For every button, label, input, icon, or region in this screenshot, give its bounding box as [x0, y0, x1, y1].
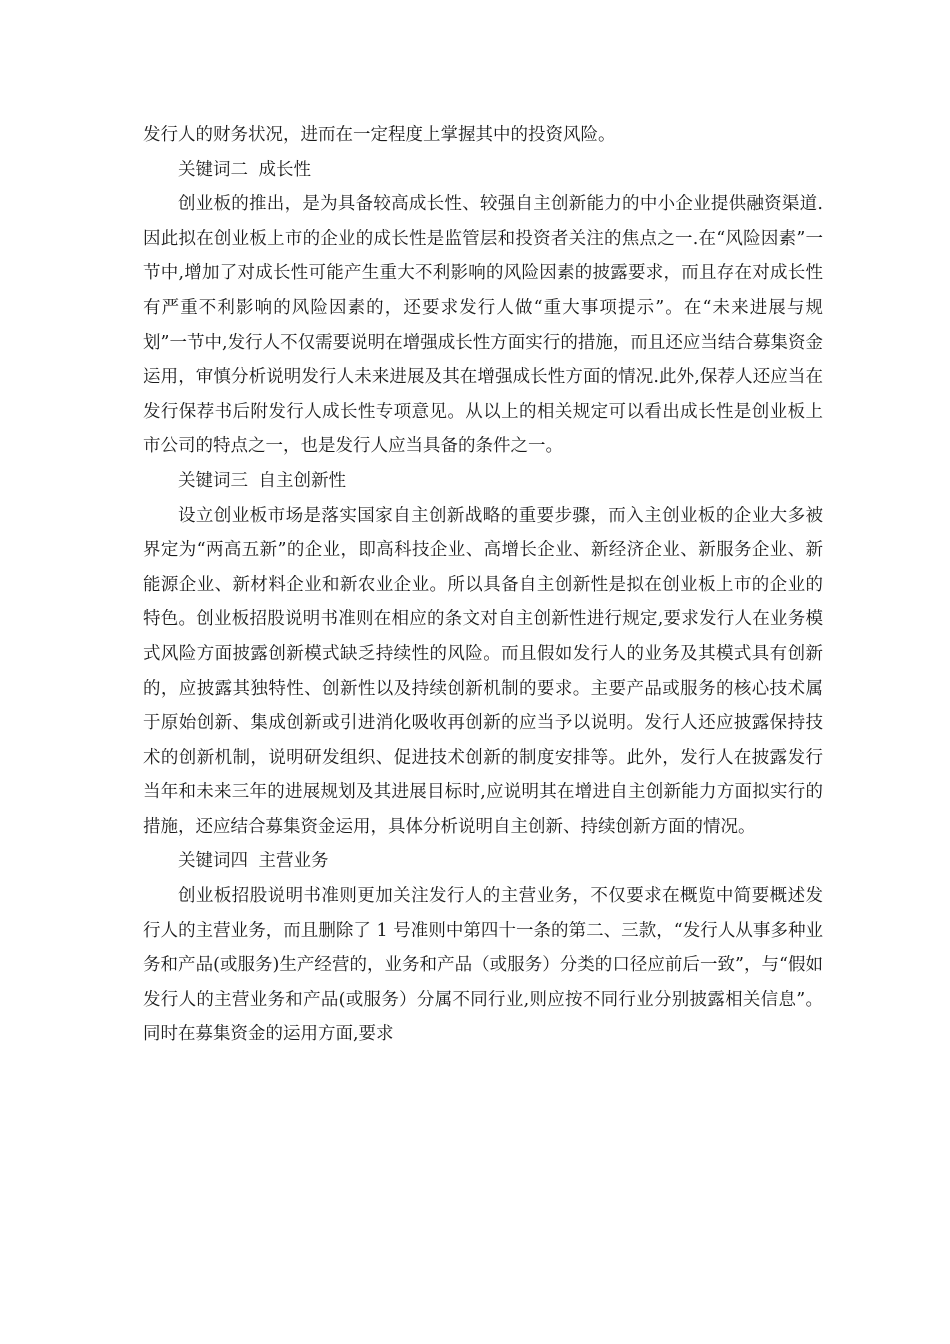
- document-body: [143, 118, 823, 1052]
- keyword-heading-3: [143, 464, 823, 499]
- keyword-label: 关键词四: [178, 851, 248, 872]
- paragraph-innovation: 设立创业板市场是落实国家自主创新战略的重要步骤，而入主创业板的企业大多被界定为“两高五新”的企业，即高科技企业、高增长企业、新经济企业、新服务企业、新能源企业、新材料企业和新农业企业。所以具备自主创新性是拟在创业板上市的企业的特色。创业板招股说明书准则在相应的条文对自主创新性进行规定,要求发行人在业务模式风险方面披露创新模式缺乏持续性的风险。而且假如发行人的业务及其模式具有创新的，应披露其独特性、创新性以及持续创新机制的要求。主要产品或服务的核心技术属于原始创新、集成创新或引进消化吸收再创新的应当予以说明。发行人还应披露保持技术的创新机制，说明研发组织、促进技术创新的制度安排等。此外，发行人在披露发行当年和未来三年的进展规划及其进展目标时,应说明其在增进自主创新能力方面拟实行的措施，还应结合募集资金运用，具体分析说明自主创新、持续创新方面的情况。: [143, 505, 823, 837]
- paragraph-intro: 发行人的财务状况，进而在一定程度上掌握其中的投资风险。: [143, 125, 616, 145]
- keyword-heading-4: [143, 844, 823, 879]
- keyword-label: 关键词二: [178, 159, 248, 180]
- paragraph-main-business: 创业板招股说明书准则更加关注发行人的主营业务，不仅要求在概览中简要概述发行人的主营业务，而且删除了 1 号准则中第四十一条的第二、三款，“发行人从事多种业务和产品(或服务)生产经营的，业务和产品（或服务）分类的口径应前后一致”，与“假如发行人的主营业务和产品(或服务）分属不同行业,则应按不同行业分别披露相关信息”。同时在募集资金的运用方面,要求: [143, 886, 823, 1045]
- paragraph-growth: 创业板的推出，是为具备较高成长性、较强自主创新能力的中小企业提供融资渠道.因此拟在创业板上市的企业的成长性是监管层和投资者关注的焦点之一.在“风险因素”一节中,增加了对成长性可能产生重大不利影响的风险因素的披露要求，而且存在对成长性有严重不利影响的风险因素的，还要求发行人做“重大事项提示”。在“未来进展与规划”一节中,发行人不仅需要说明在增强成长性方面实行的措施，而且还应当结合募集资金运用，审慎分析说明发行人未来进展及其在增强成长性方面的情况.此外,保荐人还应当在发行保荐书后附发行人成长性专项意见。从以上的相关规定可以看出成长性是创业板上市公司的特点之一，也是发行人应当具备的条件之一。: [143, 194, 823, 457]
- keyword-label: 关键词三: [178, 470, 248, 491]
- keyword-term: 自主创新性: [258, 470, 346, 491]
- keyword-term: 主营业务: [258, 851, 329, 872]
- keyword-term: 成长性: [258, 159, 311, 180]
- keyword-heading-2: [143, 153, 823, 188]
